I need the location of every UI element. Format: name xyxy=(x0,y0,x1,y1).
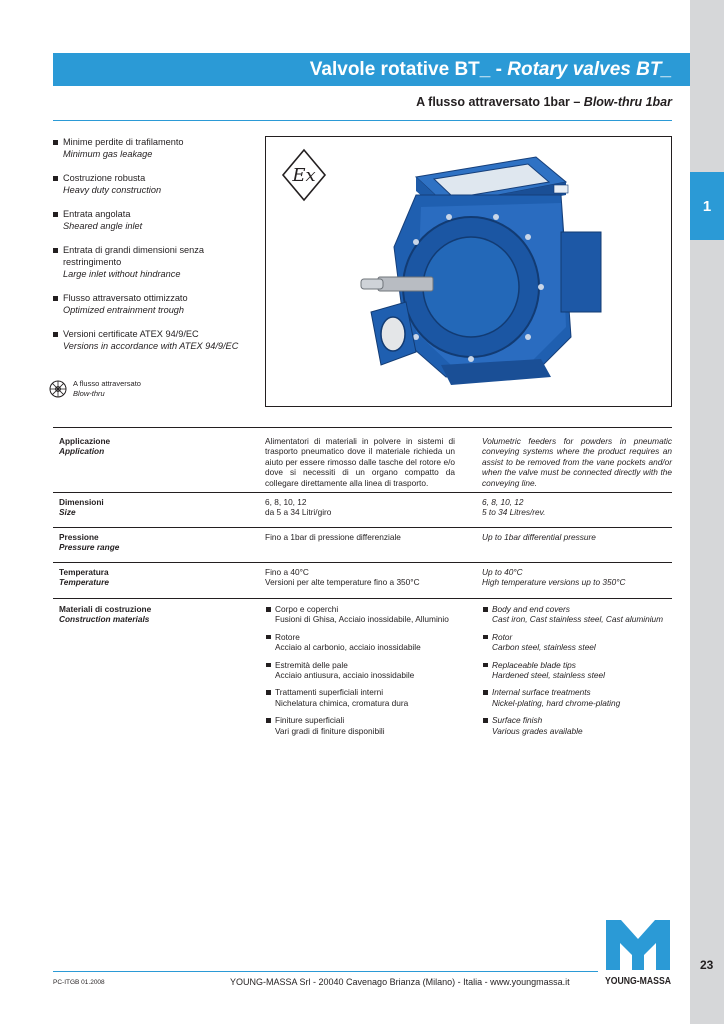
spec-label-it: Temperatura xyxy=(59,567,109,577)
feature-en: Heavy duty construction xyxy=(63,185,162,195)
subtitle-english: Blow-thru 1bar xyxy=(583,95,672,109)
material-heading-en: Replaceable blade tips xyxy=(492,659,576,670)
feature-item xyxy=(53,172,263,196)
material-detail-it: Fusioni di Ghisa, Acciaio inossidabile, Alluminio xyxy=(275,614,449,625)
feature-it: Versioni certificate ATEX 94/9/EC xyxy=(63,329,199,339)
material-item xyxy=(265,687,455,708)
bullet-square-icon xyxy=(483,635,488,640)
subtitle xyxy=(416,95,672,109)
spec-label-it: Applicazione xyxy=(59,436,111,446)
material-detail-en: Carbon steel, stainless steel xyxy=(492,642,596,653)
chapter-number: 1 xyxy=(702,197,712,215)
spec-label-en: Application xyxy=(59,446,105,457)
footer-rule xyxy=(53,971,598,972)
feature-it: Entrata angolata xyxy=(63,209,131,219)
material-heading-en: Rotor xyxy=(492,631,513,642)
bullet-square-icon xyxy=(53,140,58,145)
bullet-square-icon xyxy=(483,607,488,612)
side-margin-band xyxy=(690,0,724,1024)
atex-ex-icon xyxy=(283,150,325,200)
feature-item xyxy=(53,208,263,232)
spec-value-en: 6, 8, 10, 12 xyxy=(482,497,524,507)
material-heading-it: Estremità delle pale xyxy=(275,659,348,670)
material-item xyxy=(265,715,455,736)
feature-en: Minimum gas leakage xyxy=(63,149,153,159)
product-photo xyxy=(265,136,672,407)
spec-value-it: Fino a 40°C xyxy=(265,567,309,577)
material-heading-it: Trattamenti superficiali interni xyxy=(275,687,384,698)
spec-label-it: Dimensioni xyxy=(59,497,104,507)
feature-en: Optimized entrainment trough xyxy=(63,305,185,315)
spec-label-en: Construction materials xyxy=(59,614,150,625)
spec-value-it: Fino a 1bar di pressione differenziale xyxy=(265,532,401,542)
blow-thru-it: A flusso attraversato xyxy=(73,379,141,388)
spec-row-pressure xyxy=(53,527,672,562)
material-item xyxy=(482,660,672,681)
material-item xyxy=(482,715,672,736)
title-italian: Valvole rotative BT_ - xyxy=(309,58,502,80)
material-heading-en: Surface finish xyxy=(492,715,543,726)
material-detail-en: Various grades available xyxy=(492,725,583,736)
material-detail-en: Cast iron, Cast stainless steel, Cast aluminium xyxy=(492,614,664,625)
spec-label-en: Temperature xyxy=(59,577,109,588)
feature-item xyxy=(53,244,263,280)
material-detail-en: Hardened steel, stainless steel xyxy=(492,670,605,681)
spec-value-it: Alimentatori di materiali in polvere in sistemi di trasporto pneumatico dove il materiale richieda un aiuto per essere rimosso dalle tasche del rotore e/o dove si necessiti di un organo compatto da collegare direttamente alla linea di trasporto. xyxy=(265,436,455,488)
bullet-square-icon xyxy=(53,332,58,337)
feature-it: Costruzione robusta xyxy=(63,173,146,183)
spec-label-en: Pressure range xyxy=(59,542,120,553)
material-heading-en: Body and end covers xyxy=(492,604,570,614)
material-detail-it: Acciaio al carbonio, acciaio inossidabile xyxy=(275,642,421,653)
atex-ex-text: Ex xyxy=(292,165,316,186)
spec-label-it: Materiali di costruzione xyxy=(59,604,152,614)
company-address: YOUNG-MASSA Srl - 20040 Cavenago Brianza (Milano) - Italia - www.youngmassa.it xyxy=(230,977,570,987)
blow-thru-note xyxy=(48,379,141,399)
spec-row-size xyxy=(53,492,672,527)
bullet-square-icon xyxy=(266,663,271,668)
specification-table xyxy=(53,427,672,749)
bullet-square-icon xyxy=(53,296,58,301)
spec-value-en: Volumetric feeders for powders in pneumatic conveying systems where the product requires an assist to be removed from the vane pockets and/or when the valve must be connected directly with the conveying line. xyxy=(482,436,672,488)
spec-value-en: High temperature versions up to 350°C xyxy=(482,577,626,588)
material-detail-en: Nickel-plating, hard chrome-plating xyxy=(492,697,621,708)
spec-value-it: Versioni per alte temperature fino a 350°C xyxy=(265,577,420,588)
feature-it: Flusso attraversato ottimizzato xyxy=(63,293,188,303)
spec-label-it: Pressione xyxy=(59,532,99,542)
title-banner xyxy=(53,53,690,86)
bullet-square-icon xyxy=(266,690,271,695)
material-heading-it: Rotore xyxy=(275,631,300,642)
young-massa-logo[interactable] xyxy=(603,917,673,987)
bullet-square-icon xyxy=(266,718,271,723)
material-detail-it: Vari gradi di finiture disponibili xyxy=(275,725,385,736)
feature-en: Sheared angle inlet xyxy=(63,221,143,231)
feature-it: Minime perdite di trafilamento xyxy=(63,137,184,147)
chapter-tab[interactable] xyxy=(690,172,724,240)
spec-value-it: da 5 a 34 Litri/giro xyxy=(265,507,332,518)
bullet-square-icon xyxy=(483,663,488,668)
subtitle-italian: A flusso attraversato 1bar – xyxy=(416,95,581,109)
spec-row-materials xyxy=(53,598,672,749)
material-item xyxy=(265,632,455,653)
material-heading-it: Finiture superficiali xyxy=(275,715,345,726)
header-rule xyxy=(53,120,672,121)
bullet-square-icon xyxy=(266,635,271,640)
logo-wordmark: YOUNG-MASSA xyxy=(605,976,671,987)
bullet-square-icon xyxy=(483,690,488,695)
material-detail-it: Nichelatura chimica, cromatura dura xyxy=(275,697,409,708)
blow-thru-en: Blow-thru xyxy=(73,389,105,398)
material-item xyxy=(265,660,455,681)
bullet-square-icon xyxy=(53,212,58,217)
feature-list xyxy=(53,136,263,364)
spec-label-en: Size xyxy=(59,507,76,518)
spec-value-en: Up to 40°C xyxy=(482,567,523,577)
feature-en: Large inlet without hindrance xyxy=(63,269,181,279)
material-item xyxy=(482,687,672,708)
feature-en: Versions in accordance with ATEX 94/9/EC xyxy=(63,341,239,351)
material-detail-it: Acciaio antiusura, acciaio inossidabile xyxy=(275,670,415,681)
rotor-icon xyxy=(48,379,68,399)
rotary-valve-illustration xyxy=(266,137,671,406)
material-item xyxy=(482,632,672,653)
feature-it: Entrata di grandi dimensioni senza restringimento xyxy=(63,245,204,267)
document-code: PC-ITGB 01.2008 xyxy=(53,979,105,986)
material-item xyxy=(482,604,672,625)
spec-value-it: 6, 8, 10, 12 xyxy=(265,497,307,507)
bullet-square-icon xyxy=(266,607,271,612)
spec-value-en: Up to 1bar differential pressure xyxy=(482,532,596,542)
feature-item xyxy=(53,292,263,316)
bullet-square-icon xyxy=(483,718,488,723)
title-english: Rotary valves BT_ xyxy=(507,58,672,80)
page-number: 23 xyxy=(700,958,714,972)
bullet-square-icon xyxy=(53,176,58,181)
bullet-square-icon xyxy=(53,248,58,253)
material-heading-it: Corpo e coperchi xyxy=(275,604,339,614)
material-heading-en: Internal surface treatments xyxy=(492,687,591,698)
spec-value-en: 5 to 34 Litres/rev. xyxy=(482,507,546,518)
feature-item xyxy=(53,136,263,160)
spec-row-temperature xyxy=(53,562,672,598)
material-item xyxy=(265,604,455,625)
spec-row-application xyxy=(53,427,672,492)
feature-item xyxy=(53,328,263,352)
